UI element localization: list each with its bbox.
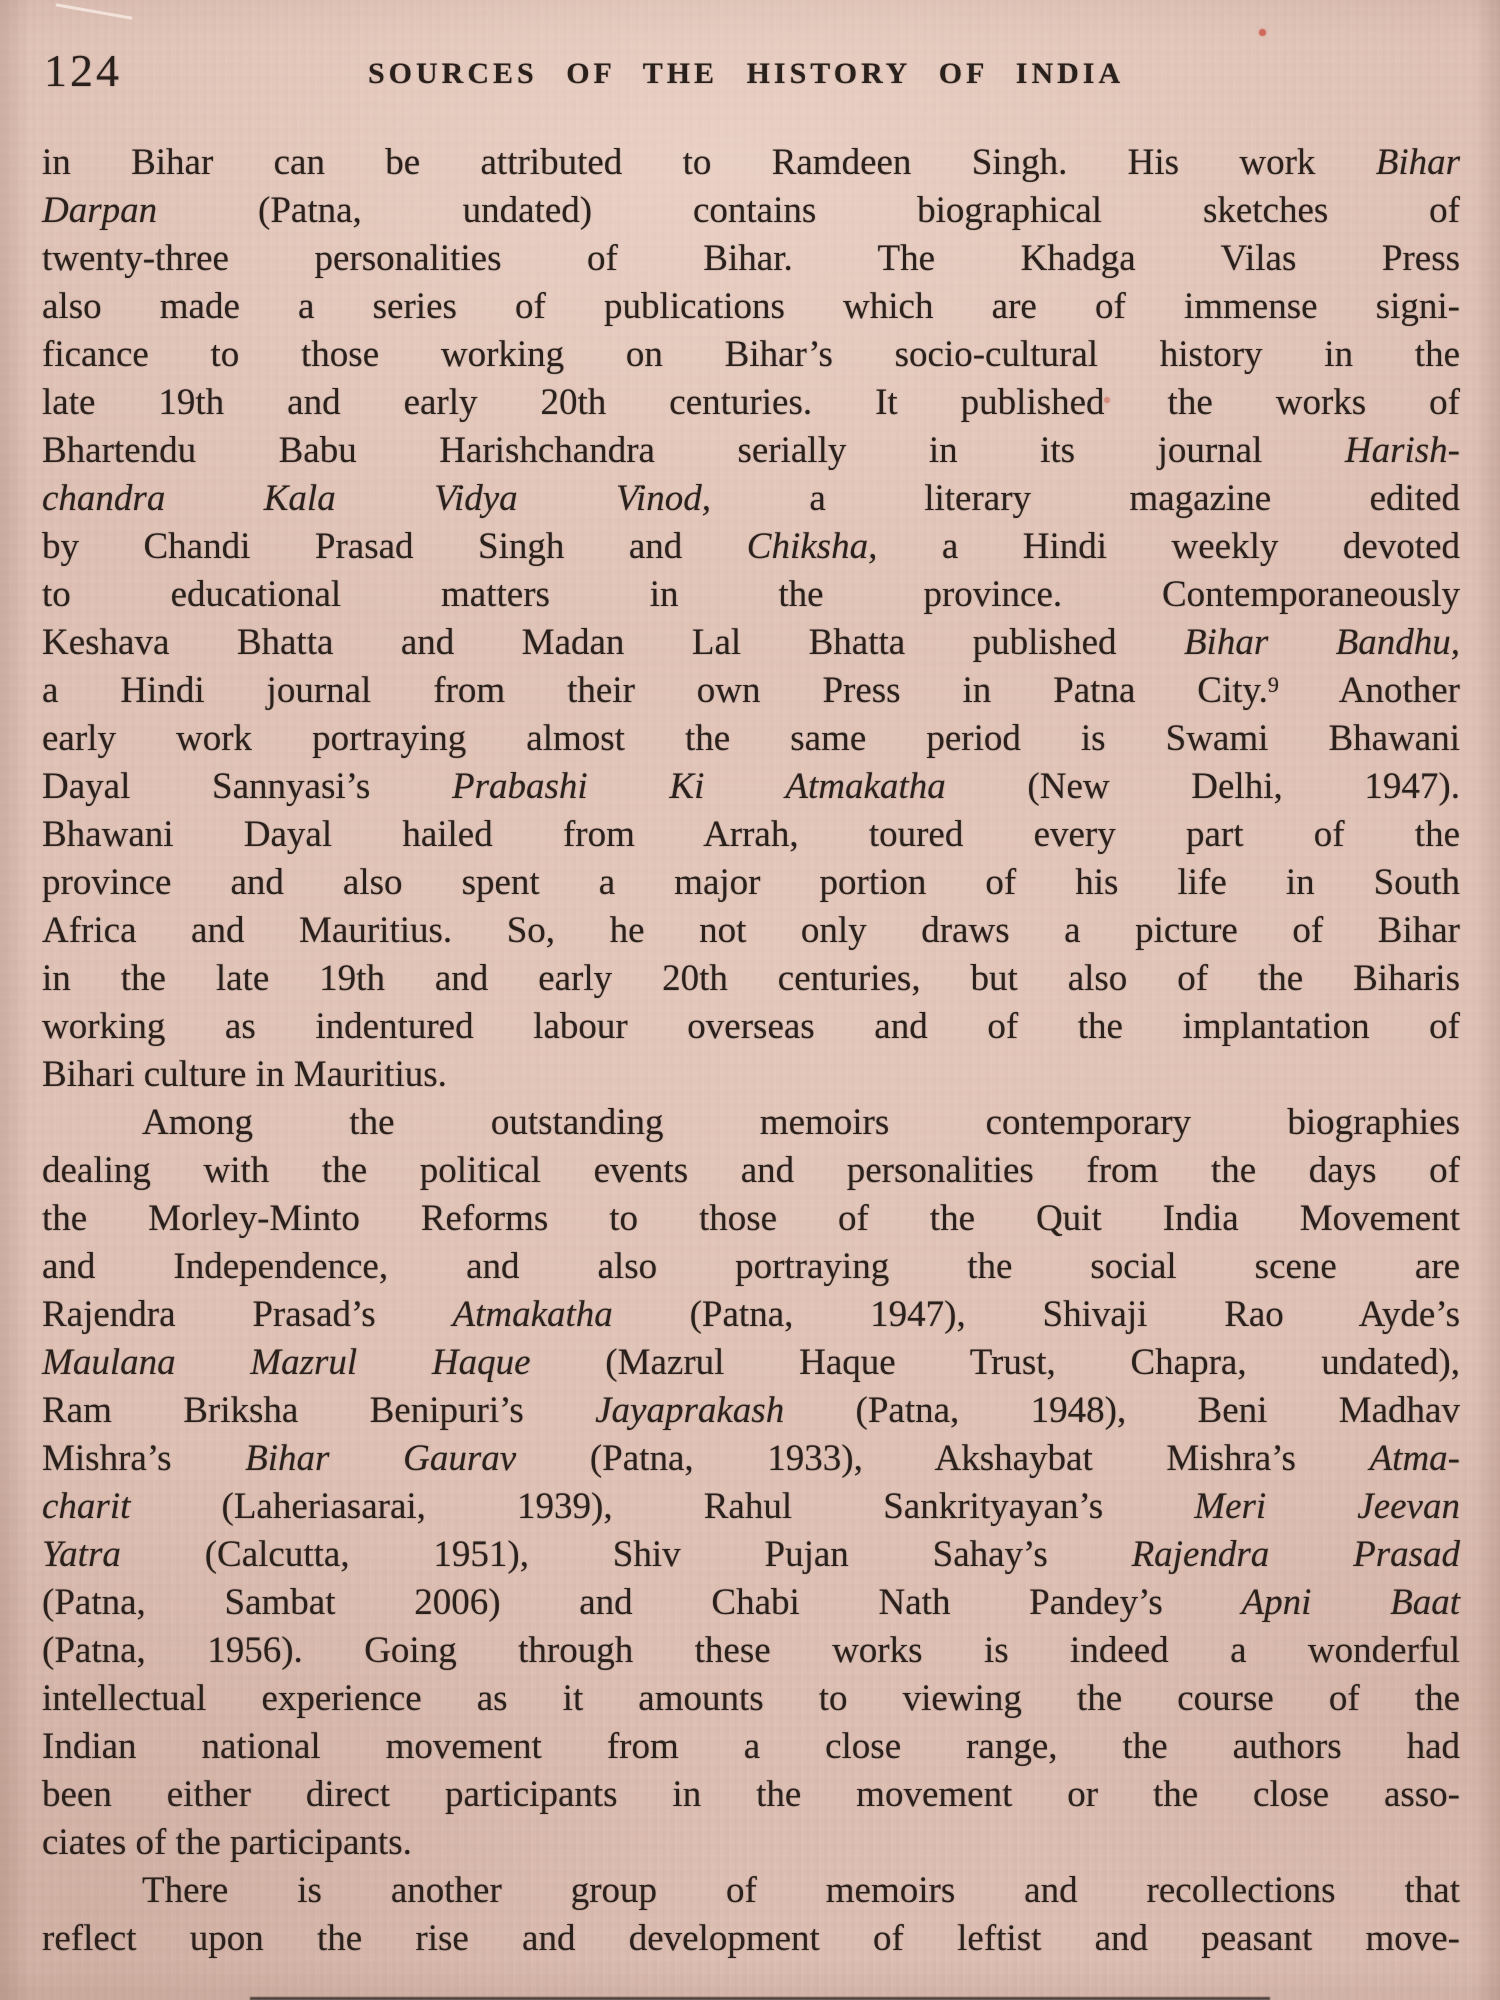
text-line [42, 955, 1460, 1003]
text-segment: Rajendra Prasad’s [42, 1294, 453, 1335]
italic-title: Jayaprakash [595, 1390, 785, 1431]
text-segment: (Patna, 1948), Beni Madhav [784, 1390, 1460, 1431]
text-segment: Bihari culture in Mauritius. [42, 1054, 447, 1095]
text-segment: to educational matters in the province. Contemporaneously [42, 574, 1460, 615]
text-segment: late 19th and early 20th centuries. It published the works of [42, 382, 1460, 423]
italic-title: Harish- [1344, 430, 1460, 471]
italic-title: chandra Kala Vidya Vinod, [42, 478, 711, 519]
text-segment: ficance to those working on Bihar’s socio-cultural history in the [42, 334, 1460, 375]
text-line [42, 1195, 1460, 1243]
text-segment: (Patna, undated) contains biographical sketches of [157, 190, 1460, 231]
text-line [42, 907, 1460, 955]
text-segment: the Morley-Minto Reforms to those of the Quit India Movement [42, 1198, 1460, 1239]
italic-title: Bihar [1375, 142, 1460, 183]
text-segment: Dayal Sannyasi’s [42, 766, 453, 807]
text-segment: in the late 19th and early 20th centuries, but also of the Biharis [42, 958, 1460, 999]
text-line [42, 523, 1460, 571]
text-segment: working as indentured labour overseas and of the implantation of [42, 1006, 1460, 1047]
text-line [42, 715, 1460, 763]
text-line [42, 187, 1460, 235]
text-line [42, 811, 1460, 859]
text-segment: reflect upon the rise and development of leftist and peasant move- [42, 1918, 1460, 1959]
text-line [42, 1291, 1460, 1339]
red-speck [1259, 29, 1266, 36]
text-line [42, 1243, 1460, 1291]
italic-title: Rajendra Prasad [1131, 1534, 1460, 1575]
text-segment: (Laheriasarai, 1939), Rahul Sankrityayan’s [130, 1486, 1195, 1527]
scratch-mark [55, 3, 132, 19]
text-segment: also made a series of publications which are of immense signi- [42, 286, 1460, 327]
text-body [42, 139, 1460, 1963]
text-line [42, 379, 1460, 427]
text-segment: (Patna, Sambat 2006) and Chabi Nath Pandey’s [42, 1582, 1242, 1623]
text-segment: (Patna, 1933), Akshaybat Mishra’s [516, 1438, 1370, 1479]
italic-title: Bihar Bandhu, [1183, 622, 1460, 663]
text-segment: twenty-three personalities of Bihar. The Khadga Vilas Press [42, 238, 1460, 279]
text-segment: (Patna, 1947), Shivaji Rao Ayde’s [612, 1294, 1460, 1335]
text-segment: Keshava Bhatta and Madan Lal Bhatta published [42, 622, 1184, 663]
running-header: SOURCES OF THE HISTORY OF INDIA [368, 57, 1125, 90]
text-line [42, 1051, 1460, 1099]
text-line [42, 571, 1460, 619]
text-segment: intellectual experience as it amounts to viewing the course of the [42, 1678, 1460, 1719]
text-segment: in Bihar can be attributed to Ramdeen Singh. His work [42, 142, 1376, 183]
text-line [42, 1579, 1460, 1627]
italic-title: Apni Baat [1241, 1582, 1461, 1623]
text-line [42, 1435, 1460, 1483]
text-segment: dealing with the political events and personalities from the days of [42, 1150, 1460, 1191]
text-line [42, 235, 1460, 283]
text-line [42, 1771, 1460, 1819]
text-segment: a Hindi weekly devoted [877, 526, 1460, 567]
text-line [42, 475, 1460, 523]
text-line [42, 1387, 1460, 1435]
text-line [42, 139, 1460, 187]
text-line [42, 1915, 1460, 1963]
italic-title: charit [42, 1486, 131, 1527]
italic-title: Maulana Mazrul Haque [42, 1342, 531, 1383]
text-line [42, 283, 1460, 331]
text-line [42, 1627, 1460, 1675]
text-line [42, 1531, 1460, 1579]
text-segment: (Patna, 1956). Going through these works is indeed a wonderful [42, 1630, 1460, 1671]
text-segment: (Calcutta, 1951), Shiv Pujan Sahay’s [120, 1534, 1132, 1575]
italic-title: Meri Jeevan [1194, 1486, 1460, 1527]
italic-title: Bihar Gaurav [245, 1438, 517, 1479]
text-segment: Indian national movement from a close range, the authors had [42, 1726, 1460, 1767]
text-segment: Among the outstanding memoirs contemporary biographies [142, 1102, 1460, 1143]
text-line [42, 619, 1460, 667]
italic-title: Yatra [42, 1534, 121, 1575]
text-segment: ciates of the participants. [42, 1822, 412, 1863]
text-segment: a Hindi journal from their own Press in Patna City. [42, 670, 1268, 711]
text-line [42, 667, 1460, 715]
text-line [42, 1675, 1460, 1723]
text-segment: (New Delhi, 1947). [945, 766, 1460, 807]
text-segment: Bhartendu Babu Harishchandra serially in its journal [42, 430, 1345, 471]
text-segment: Bhawani Dayal hailed from Arrah, toured every part of the [42, 814, 1460, 855]
text-segment: Africa and Mauritius. So, he not only draws a picture of Bihar [42, 910, 1460, 951]
text-segment: province and also spent a major portion of his life in South [42, 862, 1460, 903]
text-segment: Mishra’s [42, 1438, 246, 1479]
text-line [42, 859, 1460, 907]
italic-title: Atmakatha [452, 1294, 613, 1335]
text-segment: early work portraying almost the same period is Swami Bhawani [42, 718, 1460, 759]
text-line [42, 1003, 1460, 1051]
text-segment: (Mazrul Haque Trust, Chapra, undated), [530, 1342, 1460, 1383]
text-segment: a literary magazine edited [710, 478, 1460, 519]
footnote-reference: 9 [1267, 672, 1279, 697]
text-line [42, 763, 1460, 811]
text-segment: There is another group of memoirs and recollections that [142, 1870, 1460, 1911]
page-number: 124 [44, 45, 122, 96]
italic-title: Chiksha, [746, 526, 878, 567]
text-line [42, 1867, 1460, 1915]
italic-title: Atma- [1369, 1438, 1461, 1479]
text-line [42, 1819, 1460, 1867]
text-line [42, 1147, 1460, 1195]
text-line [42, 1099, 1460, 1147]
text-line [42, 1339, 1460, 1387]
text-line [42, 1483, 1460, 1531]
text-segment: and Independence, and also portraying the social scene are [42, 1246, 1460, 1287]
italic-title: Darpan [42, 190, 158, 231]
italic-title: Prabashi Ki Atmakatha [452, 766, 946, 807]
text-segment: been either direct participants in the movement or the close asso- [42, 1774, 1460, 1815]
text-segment: Another [1278, 670, 1461, 711]
text-segment: Ram Briksha Benipuri’s [42, 1390, 596, 1431]
text-line [42, 1723, 1460, 1771]
text-line [42, 331, 1460, 379]
text-segment: by Chandi Prasad Singh and [42, 526, 747, 567]
text-line [42, 427, 1460, 475]
